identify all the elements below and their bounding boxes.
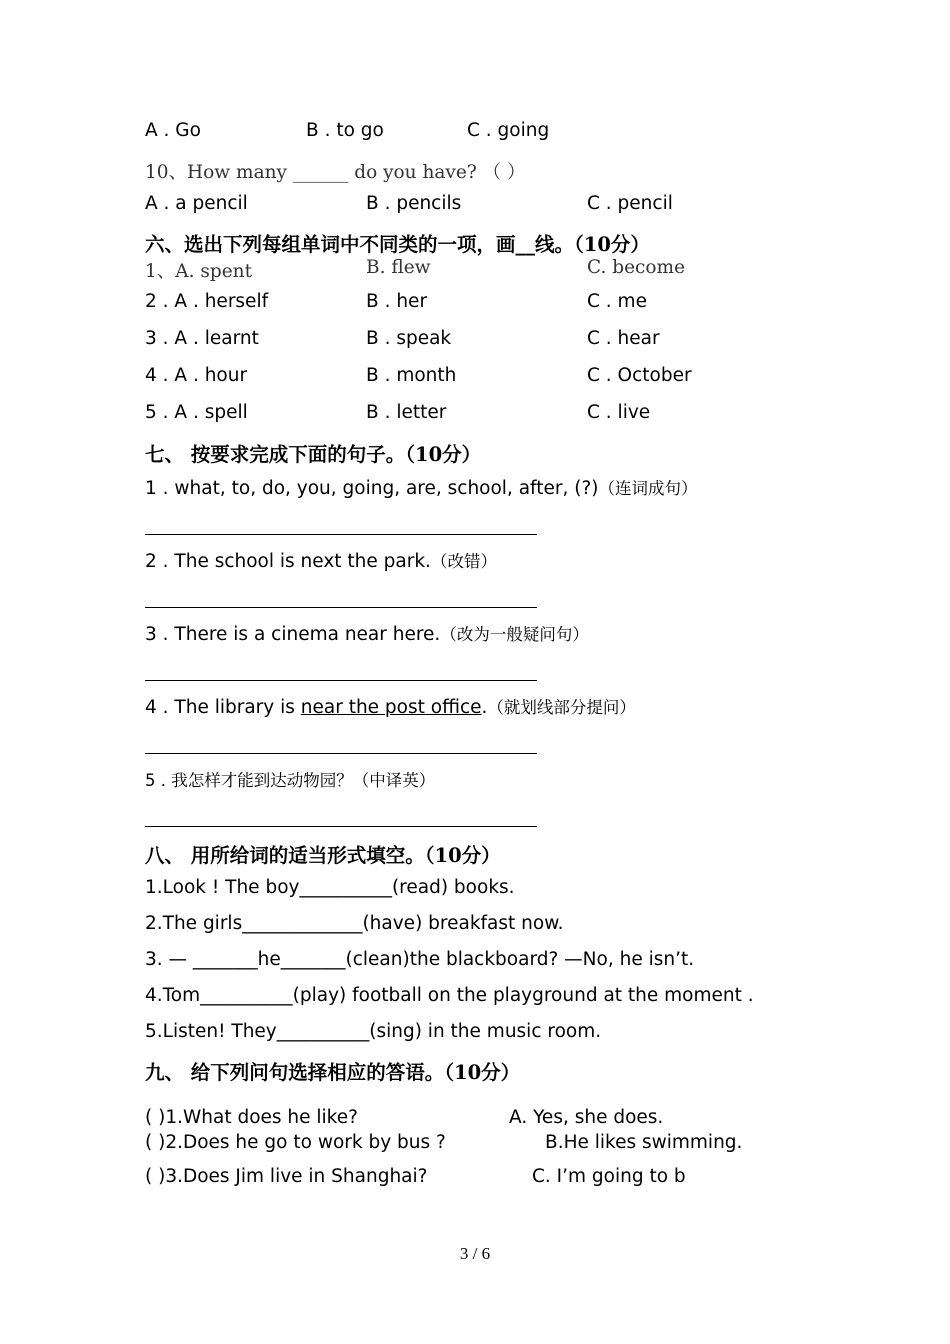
s9-a1: A. Yes, she does. <box>509 1107 664 1128</box>
s9-q2: ( )2.Does he go to work by bus ? <box>145 1132 446 1153</box>
section-6-heading: 六、选出下列每组单词中不同类的一项，画__线。（10分） <box>145 233 650 256</box>
q10-question: 10、How many ______ do you have? （ ） <box>145 162 526 183</box>
s7-item-5 <box>145 767 435 791</box>
s9-a2: B.He likes swimming. <box>545 1132 743 1153</box>
answer-line-1 <box>145 534 537 535</box>
s7-item-3-text: 3 . There is a cinema near here. <box>145 624 441 645</box>
s7-item-4-pre: 4 . The library is <box>145 697 301 718</box>
s7-item-3-note: （改为一般疑问句） <box>440 625 589 644</box>
s9-q1: ( )1.What does he like? <box>145 1107 358 1128</box>
section-9-heading: 九、 给下列问句选择相应的答语。（10分） <box>145 1061 521 1084</box>
s6-row3-c: C . hear <box>587 328 660 349</box>
s7-item-4 <box>145 694 636 718</box>
answer-line-4 <box>145 753 537 754</box>
s6-row2-b: B . her <box>366 291 428 312</box>
s7-item-2 <box>145 548 497 572</box>
answer-line-2 <box>145 607 537 608</box>
s8-item-1: 1.Look ! The boy__________(read) books. <box>145 877 515 898</box>
s8-item-5: 5.Listen! They__________(sing) in the music room. <box>145 1021 602 1042</box>
s6-row1-b: B. flew <box>366 257 431 278</box>
s7-item-2-text: 2 . The school is next the park. <box>145 551 431 572</box>
s6-row2-a: 2 . A . herself <box>145 291 269 312</box>
q9-option-b: B . to go <box>306 120 384 141</box>
s7-item-4-post: . <box>481 697 488 718</box>
s7-item-1-note: （连词成句） <box>598 479 698 498</box>
s7-item-5-text: 5 . 我怎样才能到达动物园？ <box>145 771 353 790</box>
q9-option-c: C . going <box>467 120 550 141</box>
s6-row5-c: C . live <box>587 402 651 423</box>
s6-row2-c: C . me <box>587 291 647 312</box>
s7-item-2-note: （改错） <box>430 552 497 571</box>
s7-item-3 <box>145 621 589 645</box>
s8-item-3: 3. — _______he_______(clean)the blackboard? —No, he isn’t. <box>145 949 695 970</box>
q10-option-a: A . a pencil <box>145 193 248 214</box>
s6-row4-c: C . October <box>587 365 692 386</box>
s9-q3: ( )3.Does Jim live in Shanghai? <box>145 1166 428 1187</box>
s7-item-5-note: （中译英） <box>352 771 436 790</box>
s6-row1-a: 1、A. spent <box>145 261 253 282</box>
s6-row5-b: B . letter <box>366 402 447 423</box>
s8-item-4: 4.Tom__________(play) football on the playground at the moment . <box>145 985 754 1006</box>
section-7-heading: 七、 按要求完成下面的句子。（10分） <box>145 443 482 466</box>
s6-row4-a: 4 . A . hour <box>145 365 248 386</box>
s7-item-1-text: 1 . what, to, do, you, going, are, school, after, (?) <box>145 478 599 499</box>
s6-row1-c: C. become <box>587 257 686 278</box>
s6-row4-b: B . month <box>366 365 457 386</box>
page-number: 3 / 6 <box>459 1244 491 1263</box>
s6-row5-a: 5 . A . spell <box>145 402 248 423</box>
answer-line-3 <box>145 680 537 681</box>
s6-row3-b: B . speak <box>366 328 452 349</box>
s7-item-1 <box>145 475 698 499</box>
answer-line-5 <box>145 826 537 827</box>
s9-a3: C. I’m going to b <box>532 1166 686 1187</box>
q10-option-b: B . pencils <box>366 193 462 214</box>
s8-item-2: 2.The girls_____________(have) breakfast now. <box>145 913 564 934</box>
s6-row3-a: 3 . A . learnt <box>145 328 259 349</box>
s7-item-4-note: （就划线部分提问） <box>487 698 636 717</box>
s7-item-4-underlined: near the post office <box>300 697 482 718</box>
q9-option-a: A . Go <box>145 120 201 141</box>
q10-option-c: C . pencil <box>587 193 673 214</box>
section-8-heading: 八、 用所给词的适当形式填空。（10分） <box>145 844 501 867</box>
